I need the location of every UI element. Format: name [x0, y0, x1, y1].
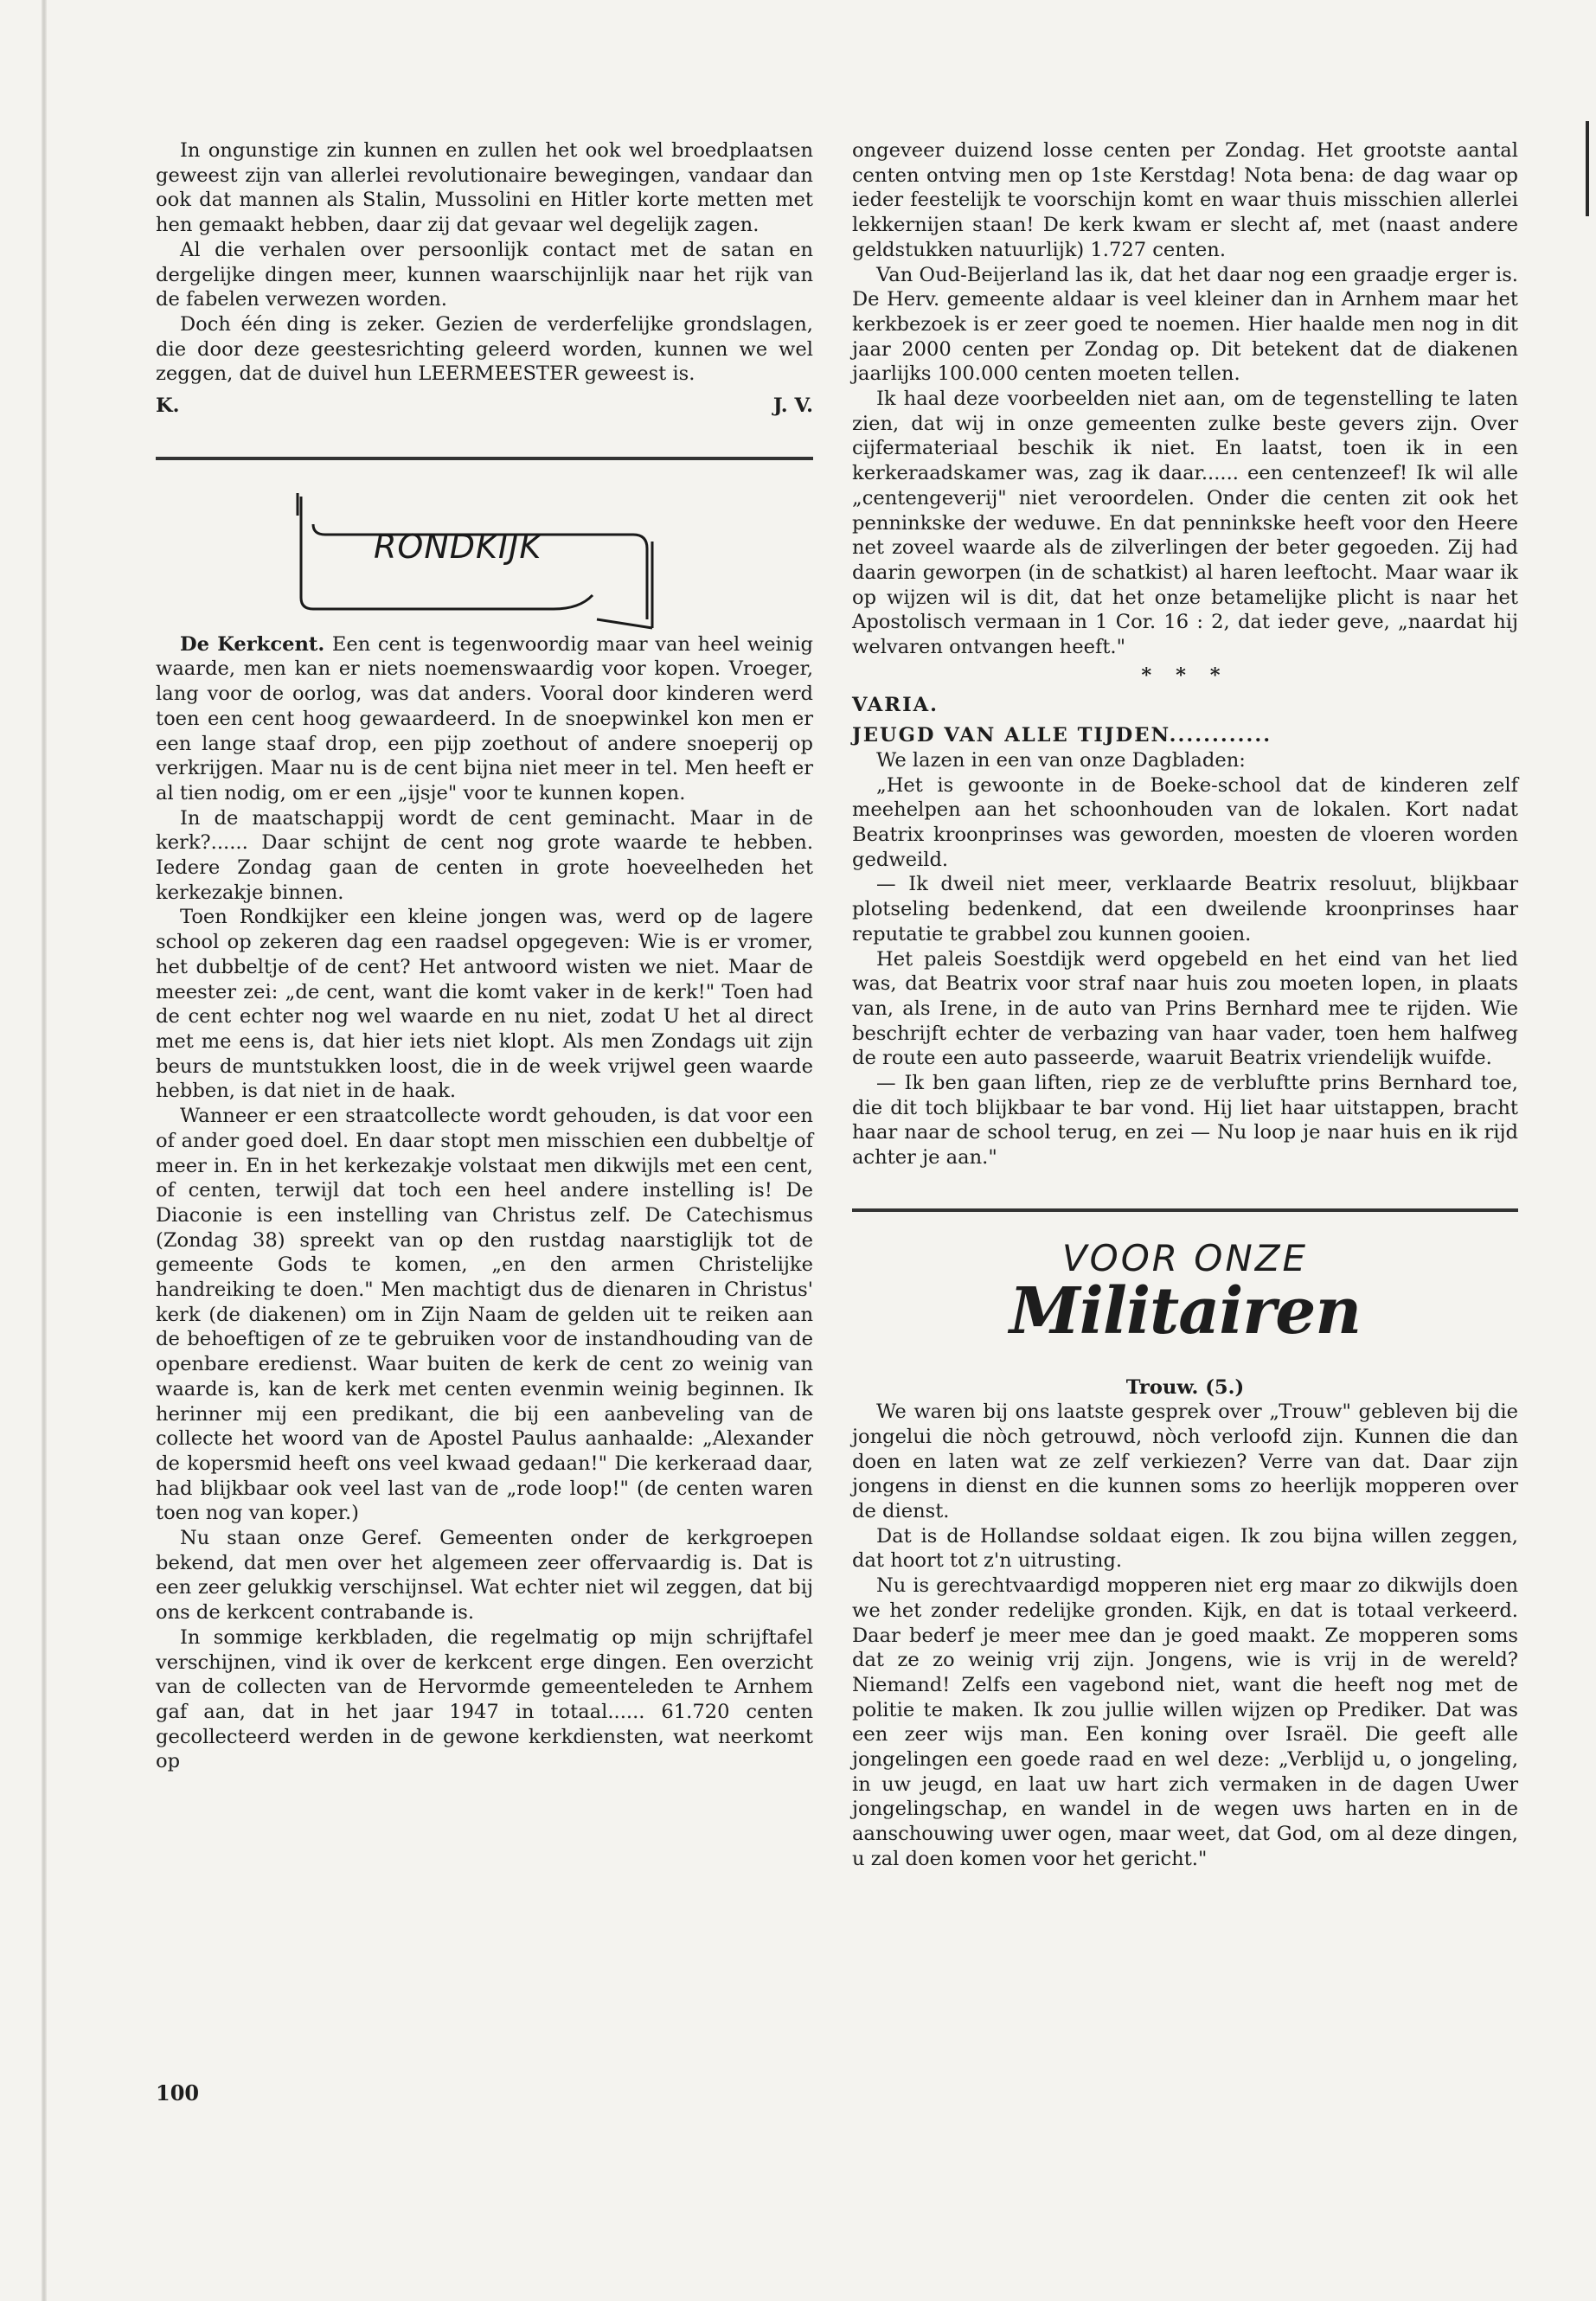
kerkcent-paragraph-5: Nu staan onze Geref. Gemeenten onder de kerkgroepen bekend, dat men over het algemeen zeer offervaardig is. Dat is een zeer gelukkig verschijnsel. Wat echter niet wil zeggen, dat bij ons de kerkcent contrabande is.	[156, 1527, 813, 1625]
right-paragraph-1: ongeveer duizend losse centen per Zondag. Het grootste aantal centen ontving men op 1ste Kerstdag! Nota bena: de dag waar op ieder feestelijk te voorschijn komt en waar thuis misschien allerlei lekkernijen staan! De kerk kwam er slecht af, met (naast andere geldstukken natuurlijk) 1.727 centen.	[852, 139, 1518, 261]
trouw-paragraph-3: Nu is gerechtvaardigd mopperen niet erg maar zo dikwijls doen we het zonder redelijke gronden. Kijk, en dat is totaal verkeerd. Daar bederf je meer mee dan je goed maakt. Ze mopperen soms dat ze zo weinig vrij zijn. Jongens, wie is vrij in de wereld? Niemand! Zelfs een vagebond niet, want die heeft nog met de politie te maken. Ik zou jullie willen wijzen op Prediker. Dat was een zeer wijs man. Een koning over Israël. Die geeft alle jongelingen een goede raad en wel deze: „Verblijd u, o jongeling, in uw jeugd, en laat uw hart zich vermaken in de dagen Uwer jongelingschap, en wandel in de wegen uws harten en in de aanschouwing uwer ogen, maar weet, dat God, om al deze dingen, u zal doen komen voor het gericht."	[852, 1574, 1518, 1870]
rondkijk-banner	[294, 490, 666, 632]
militairen-divider	[852, 1208, 1518, 1212]
left-column	[156, 138, 813, 1774]
scan-edge-mark	[1586, 121, 1589, 216]
jeugd-heading: JEUGD VAN ALLE TIJDEN............	[852, 724, 1272, 747]
kerkcent-paragraph-2: In de maatschappij wordt de cent geminacht. Maar in de kerk?...... Daar schijnt de cent nog grote waarde te hebben. Iedere Zondag gaan de centen in grote hoeveelheden het kerkezakje binnen.	[156, 806, 813, 904]
kerkcent-paragraph-4: Wanneer er een straatcollecte wordt gehouden, is dat voor een of ander goed doel. En daar stopt men misschien een dubbeltje of meer in. En in het kerkezakje volstaat men dikwijls met een cent, of centen, terwijl dat toch een heel andere instelling is! De Diaconie is een instelling van Christus zelf. De Catechismus (Zondag 38) spreekt van op den rustdag naarstiglijk tot de gemeente Gods te komen, „en den armen Christelijke handreiking te doen." Men machtigt dus de dienaren in Christus' kerk (de diakenen) om in Zijn Naam de gelden uit te reiken aan de behoeftigen of ze te gebruiken voor de instandhouding van de openbare eredienst. Waar buiten de kerk de cent zo weinig van waarde is, kan de kerk met centen evenmin weinig beginnen. Ik herinner mij een predikant, die bij een aanbeveling van de collecte het woord van de Apostel Paulus aanhaalde: „Alexander de kopersmid heeft ons veel kwaad gedaan!" Die kerkeraad daar, had blijkbaar ook veel last van de „rode loop!" (de centen waren toen nog van koper.)	[156, 1105, 813, 1525]
trouw-paragraph-2: Dat is de Hollandse soldaat eigen. Ik zou bijna willen zeggen, dat hoort tot z'n uitrusting.	[852, 1524, 1518, 1573]
kerkcent-paragraph-3: Toen Rondkijker een kleine jongen was, werd op de lagere school op zekeren dag een raadsel opgegeven: Wie is er vromer, het dubbeltje of de cent? Het antwoord wisten we niet. Maar de meester zei: „de cent, want die komt vaker in de kerk!" Toen had de cent echter nog wel waarde en nu niet, zodat U het al direct met me eens is, dat hier iets niet klopt. Als men Zondags uit zijn beurs de muntstukken loost, die in de week vrijwel geen waarde hebben, is dat niet in de haak.	[156, 906, 813, 1103]
intro-paragraph-2: Al die verhalen over persoonlijk contact met de satan en dergelijke dingen meer, kunnen waarschijnlijk naar het rijk van de fabelen verwezen worden.	[156, 238, 813, 311]
varia-heading: VARIA.	[852, 694, 939, 717]
section-divider	[156, 457, 813, 460]
intro-paragraph-1: In ongunstige zin kunnen en zullen het ook wel broedplaatsen geweest zijn van allerlei revolutionaire bewegingen, vandaar dan ook dat mannen als Stalin, Mussolini en Hitler korte metten met hen gemaakt hebben, daar zij dat gevaar wel degelijk zagen.	[156, 139, 813, 237]
kerkcent-paragraph-1	[156, 632, 813, 806]
trouw-paragraph-1: We waren bij ons laatste gesprek over „Trouw" gebleven bij die jongelui die nòch getrouwd, nòch verloofd zijn. Kunnen die dan doen en laten wat ze zelf verkiezen? Verre van dat. Daar zijn jongens in dienst en die kunnen soms zo heerlijk mopperen over de dienst.	[852, 1400, 1518, 1523]
right-paragraph-2: Van Oud-Beijerland las ik, dat het daar nog een graadje erger is. De Herv. gemeente aldaar is veel kleiner dan in Arnhem maar het kerkbezoek is er zeer goed te noemen. Hier haalde men nog in dit jaar 2000 centen per Zondag op. Dit betekent dat de diakenen jaarlijks 100.000 centen moeten tellen.	[852, 263, 1518, 386]
jeugd-paragraph-5: — Ik ben gaan liften, riep ze de verbluftte prins Bernhard toe, die dit toch blijkbaar te bar vond. Hij liet haar uitstappen, bracht haar naar de school terug, en zei — Nu loop je naar huis en ik rijd achter je aan."	[852, 1072, 1518, 1170]
section-stars: * * *	[1141, 663, 1229, 687]
kerkcent-lead: De Kerkcent.	[180, 632, 325, 656]
militairen-banner	[852, 1236, 1518, 1349]
jeugd-paragraph-4: Het paleis Soestdijk werd opgebeld en het eind van het lied was, dat Beatrix voor straf naar huis zou moeten lopen, in plaats van, als Irene, in de auto van Prins Bernhard mee te rijden. Wie beschrijft echter de verbazing van haar vader, toen hem halfweg de route een auto passeerde, waaruit Beatrix vriendelijk wuifde.	[852, 947, 1518, 1070]
kerkcent-paragraph-6: In sommige kerkbladen, die regelmatig op mijn schrijftafel verschijnen, vind ik over de kerkcent erge dingen. Een overzicht van de collecten van de Hervormde gemeenteleden te Arnhem gaf aan, dat in het jaar 1947 in totaal...... 61.720 centen gecollecteerd werden in de gewone kerkdiensten, wat neerkomt op	[156, 1625, 813, 1773]
right-column	[852, 138, 1518, 1872]
voor-onze-title: VOOR ONZE	[1061, 1236, 1309, 1279]
signature-right: J. V.	[772, 394, 813, 418]
trouw-heading: Trouw. (5.)	[1125, 1375, 1245, 1399]
rondkijk-title: RONDKIJK	[374, 527, 542, 566]
jeugd-paragraph-1: We lazen in een van onze Dagbladen:	[876, 748, 1246, 772]
jeugd-paragraph-3: — Ik dweil niet meer, verklaarde Beatrix resoluut, blijkbaar plotseling bedenkend, dat een dweilende kroonprinses haar reputatie te grabbel zou kunnen gooien.	[852, 873, 1518, 945]
binding-edge	[42, 0, 47, 2301]
jeugd-paragraph-2: „Het is gewoonte in de Boeke-school dat de kinderen zelf meehelpen aan het schoonhouden van de lokalen. Kort nadat Beatrix kroonprinses was geworden, moesten de vloeren worden gedweild.	[852, 773, 1518, 871]
militairen-title: Militairen	[1009, 1273, 1362, 1349]
intro-paragraph-3: Doch één ding is zeker. Gezien de verderfelijke grondslagen, die door deze geestesrichting geleerd worden, kunnen we wel zeggen, dat de duivel hun LEERMEESTER geweest is.	[156, 312, 813, 386]
signature-left: K.	[156, 394, 180, 418]
page-number: 100	[156, 2080, 200, 2106]
kerkcent-first-text: Een cent is tegenwoordig maar van heel weinig waarde, men kan er niets noemenswaardig voor kopen. Vroeger, lang voor de oorlog, was dat anders. Vooral door kinderen werd toen een cent hoog gewaardeerd. In de snoepwinkel kon men er een lange staaf drop, een pijp zoethout of andere snoeperij op verkrijgen. Maar nu is de cent bijna niet meer in tel. Men heeft er al tien nodig, om er een „ijsje" voor te kunnen kopen.	[156, 632, 813, 804]
signature-line	[156, 394, 813, 419]
right-paragraph-3: Ik haal deze voorbeelden niet aan, om de tegenstelling te laten zien, dat wij in onze gemeenten zulke beste gevers zijn. Over cijfermateriaal beschik ik niet. En laatst, toen ik in een kerkeraadskamer was, zag ik daar...... een centenzeef! Ik wil alle „centengeverij" niet veroordelen. Onder die centen zit ook het penninkske der weduwe. En dat penninkske heeft voor den Heere net zoveel waarde als de zilverlingen der beter gegoeden. Zij had daarin geworpen (in de schatkist) al haren leeftocht. Maar waar ik op wijzen wil is dit, dat het onze betamelijke plicht is naar het Apostolisch vermaan in 1 Cor. 16 : 2, dat ieder geve, „naardat hij welvaren ontvangen heeft."	[852, 388, 1518, 659]
